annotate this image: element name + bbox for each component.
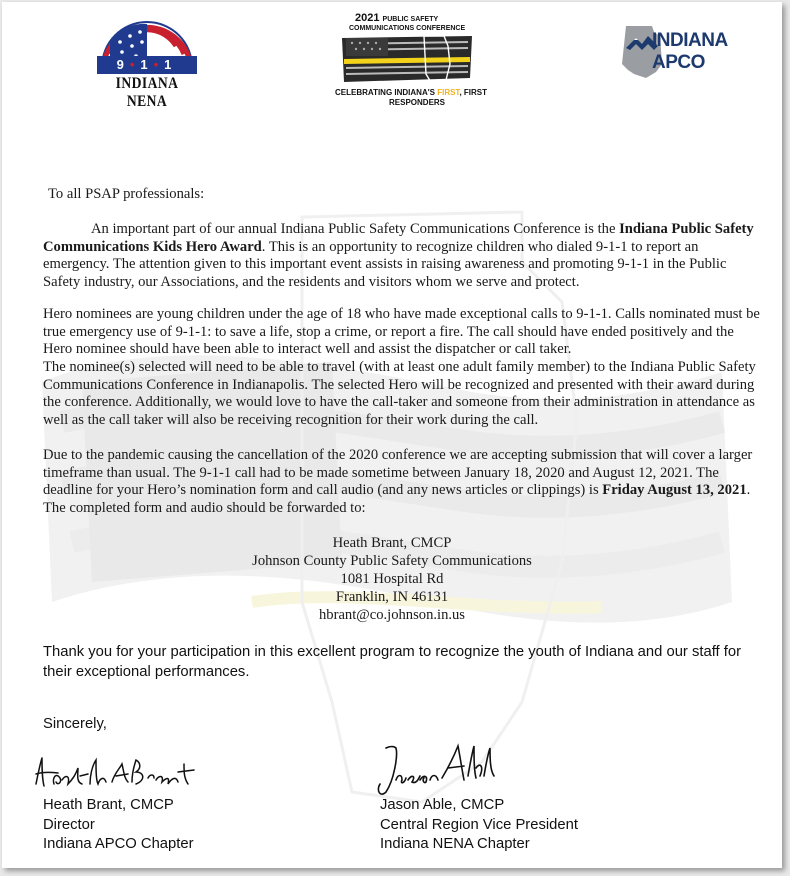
deadline-date: Friday August 13, 2021 — [602, 482, 747, 499]
paragraph-intro: An important part of our annual Indiana Public Safety Communications Conference is the Indiana Public Safety Communications Kids Hero Award. This is an opportunity to recognize children who dialed 9-1-1 to report an emergency. The attention given to this important event assists in raising awareness and promoting 9-1-1 in the Public Safety industry, our Associations, and the residents and visitors whom we serve and protect. — [43, 221, 754, 290]
letter-page — [2, 2, 782, 868]
paragraph-travel: The nominee(s) selected will need to be able to travel (with at least one adult family member) to the Indiana Public Safety Communications Conference in Indianapolis. The selected Hero will be recognized and presented with their award during the conference. Additionally, we would love to have the call-taker and someone from their administration in attendance as well as the call taker will also be receiving recognition for their work during the call. — [43, 359, 756, 428]
address-email[interactable]: hbrant@co.johnson.in.us — [319, 607, 465, 623]
address-street: 1081 Hospital Rd — [340, 571, 444, 587]
indiana-nena-logo: 9•1•1 INDIANA NENA — [92, 12, 202, 97]
award-name: Indiana Public Safety Communications Kids Hero Award — [43, 221, 754, 255]
apco-line2: APCO — [652, 52, 705, 73]
nena-digit-3: 1 — [164, 57, 178, 72]
thin-line-flag-icon — [332, 34, 482, 86]
conference-logo — [327, 12, 487, 107]
conference-year: 2021 — [355, 12, 380, 24]
address-name: Heath Brant, CMCP — [332, 535, 452, 551]
nena-name: INDIANA NENA — [115, 75, 179, 110]
signatory-1-org: Indiana APCO Chapter — [43, 836, 194, 852]
apco-line1: INDIANA — [652, 30, 728, 51]
signatory-2-title: Central Region Vice President — [380, 816, 578, 833]
paragraph-nominees: Hero nominees are young children under the age of 18 who have made exceptional calls to 9-1-1. Calls nominated must be true emergency use of 9-1-1: to save a life, stop a crime, or report a fire. The call should have ended positively and the Hero nominee should have been able to interact well and assist the dispatcher or call taker. — [43, 306, 760, 358]
signature-jason-able — [372, 740, 502, 802]
signatory-2-org: Indiana NENA Chapter — [380, 836, 530, 852]
nena-digit-1: 9 — [116, 57, 130, 72]
thanks-paragraph: Thank you for your participation in this excellent program to recognize the youth of Indiana and our staff for their exceptional performances. — [43, 644, 742, 680]
flag-watermark — [2, 2, 782, 868]
indiana-apco-logo — [612, 24, 762, 84]
signatory-1-name: Heath Brant, CMCP — [43, 797, 174, 813]
conference-tagline-2: RESPONDERS — [389, 98, 446, 107]
signatory-1 — [43, 796, 194, 855]
signature-heath-brant — [32, 754, 202, 794]
paragraph-deadline: Due to the pandemic causing the cancellation of the 2020 conference we are accepting submission that will cover a larger timeframe than usual. The 9-1-1 call had to be made sometime between January 18, 2020 and August 12, 2021. The deadline for your Hero’s nomination form and call audio (and any news articles or clippings) is Friday August 13, 2021. The completed form and audio should be forwarded to: — [43, 447, 753, 516]
address-city: Franklin, IN 46131 — [335, 589, 449, 605]
conference-line1: PUBLIC SAFETY — [382, 16, 439, 23]
signatory-2 — [380, 796, 578, 855]
address-org: Johnson County Public Safety Communications — [252, 553, 532, 569]
conference-line2: COMMUNICATIONS CONFERENCE — [349, 25, 466, 32]
conference-tagline: CELEBRATING INDIANA'S FIRST, FIRST — [335, 88, 487, 97]
salutation: To all PSAP professionals: — [48, 186, 205, 202]
closing: Sincerely, — [43, 716, 107, 732]
nena-digit-2: 1 — [140, 57, 154, 72]
signatory-2-name: Jason Able, CMCP — [380, 797, 505, 813]
signatory-1-title: Director — [43, 816, 95, 833]
